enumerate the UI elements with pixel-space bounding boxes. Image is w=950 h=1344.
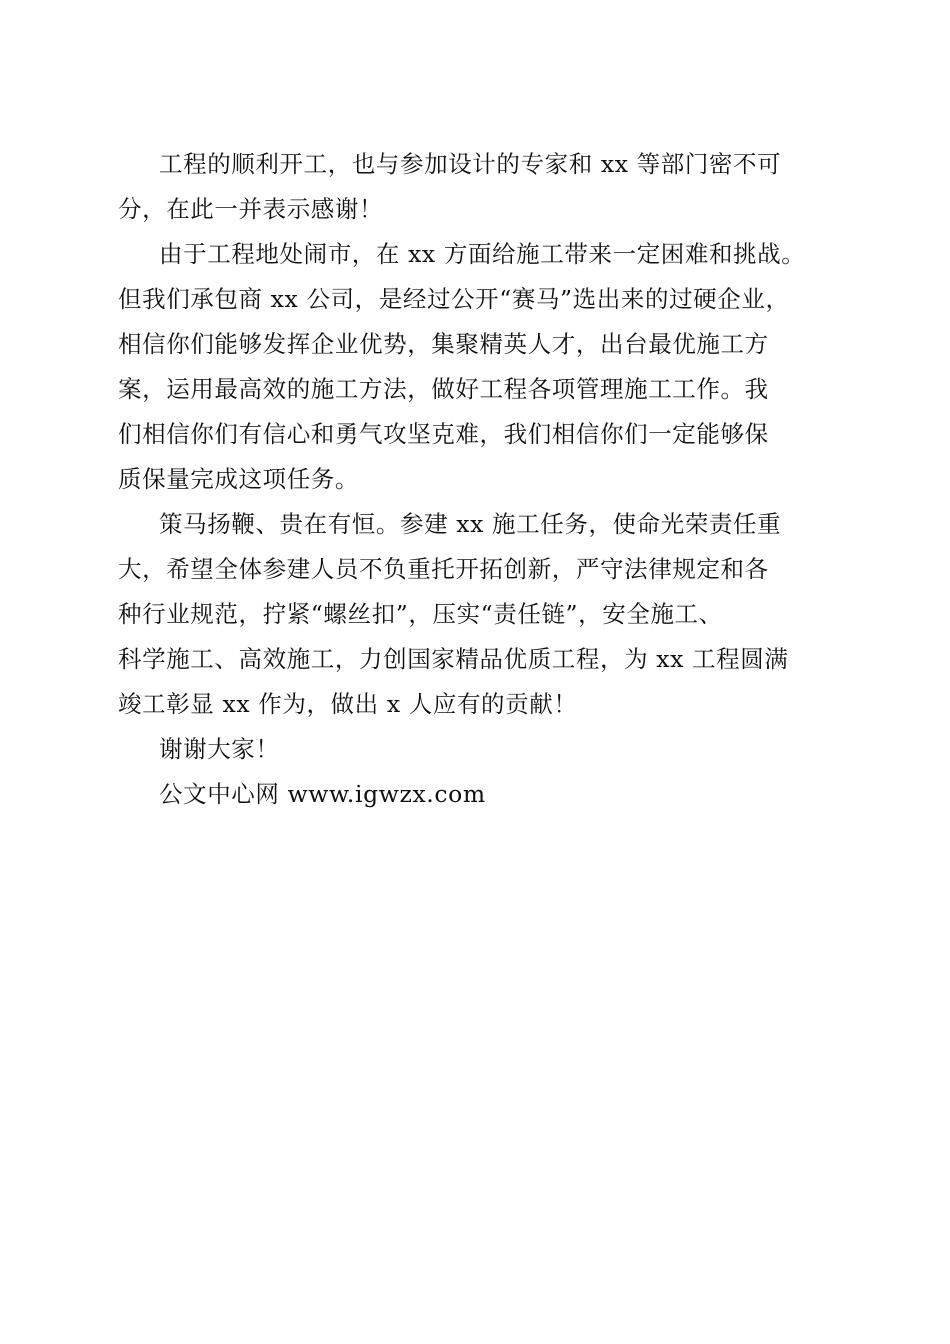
document-body [118, 142, 838, 817]
paragraph-line: 由于工程地处闹市，在 xx 方面给施工带来一定困难和挑战。 [159, 240, 806, 268]
paragraph-line: 大，希望全体参建人员不负重托开拓创新，严守法律规定和各 [118, 555, 769, 583]
paragraph-line: 策马扬鞭、贵在有恒。参建 xx 施工任务，使命光荣责任重 [159, 510, 782, 538]
paragraph-line: 竣工彰显 xx 作为，做出 x 人应有的贡献！ [118, 690, 578, 718]
paragraph-line: 工程的顺利开工，也与参加设计的专家和 xx 等部门密不可 [159, 150, 782, 178]
paragraph-line: 们相信你们有信心和勇气攻坚克难，我们相信你们一定能够保 [118, 420, 769, 448]
paragraph-line: 质保量完成这项任务。 [118, 465, 359, 493]
paragraph-line: 科学施工、高效施工，力创国家精品优质工程，为 xx 工程圆满 [118, 645, 789, 673]
paragraph-line: 相信你们能够发挥企业优势，集聚精英人才，出台最优施工方 [118, 330, 769, 358]
paragraph-line: 分，在此一并表示感谢！ [118, 195, 384, 223]
paragraph-line: 但我们承包商 xx 公司，是经过公开“赛马”选出来的过硬企业， [118, 285, 790, 313]
closing-thanks: 谢谢大家！ [159, 735, 280, 763]
paragraph-line: 种行业规范，拧紧“螺丝扣”，压实“责任链”，安全施工、 [118, 600, 723, 628]
source-footer: 公文中心网 www.igwzx.com [159, 780, 486, 808]
paragraph-line: 案，运用最高效的施工方法，做好工程各项管理施工工作。我 [118, 375, 769, 403]
